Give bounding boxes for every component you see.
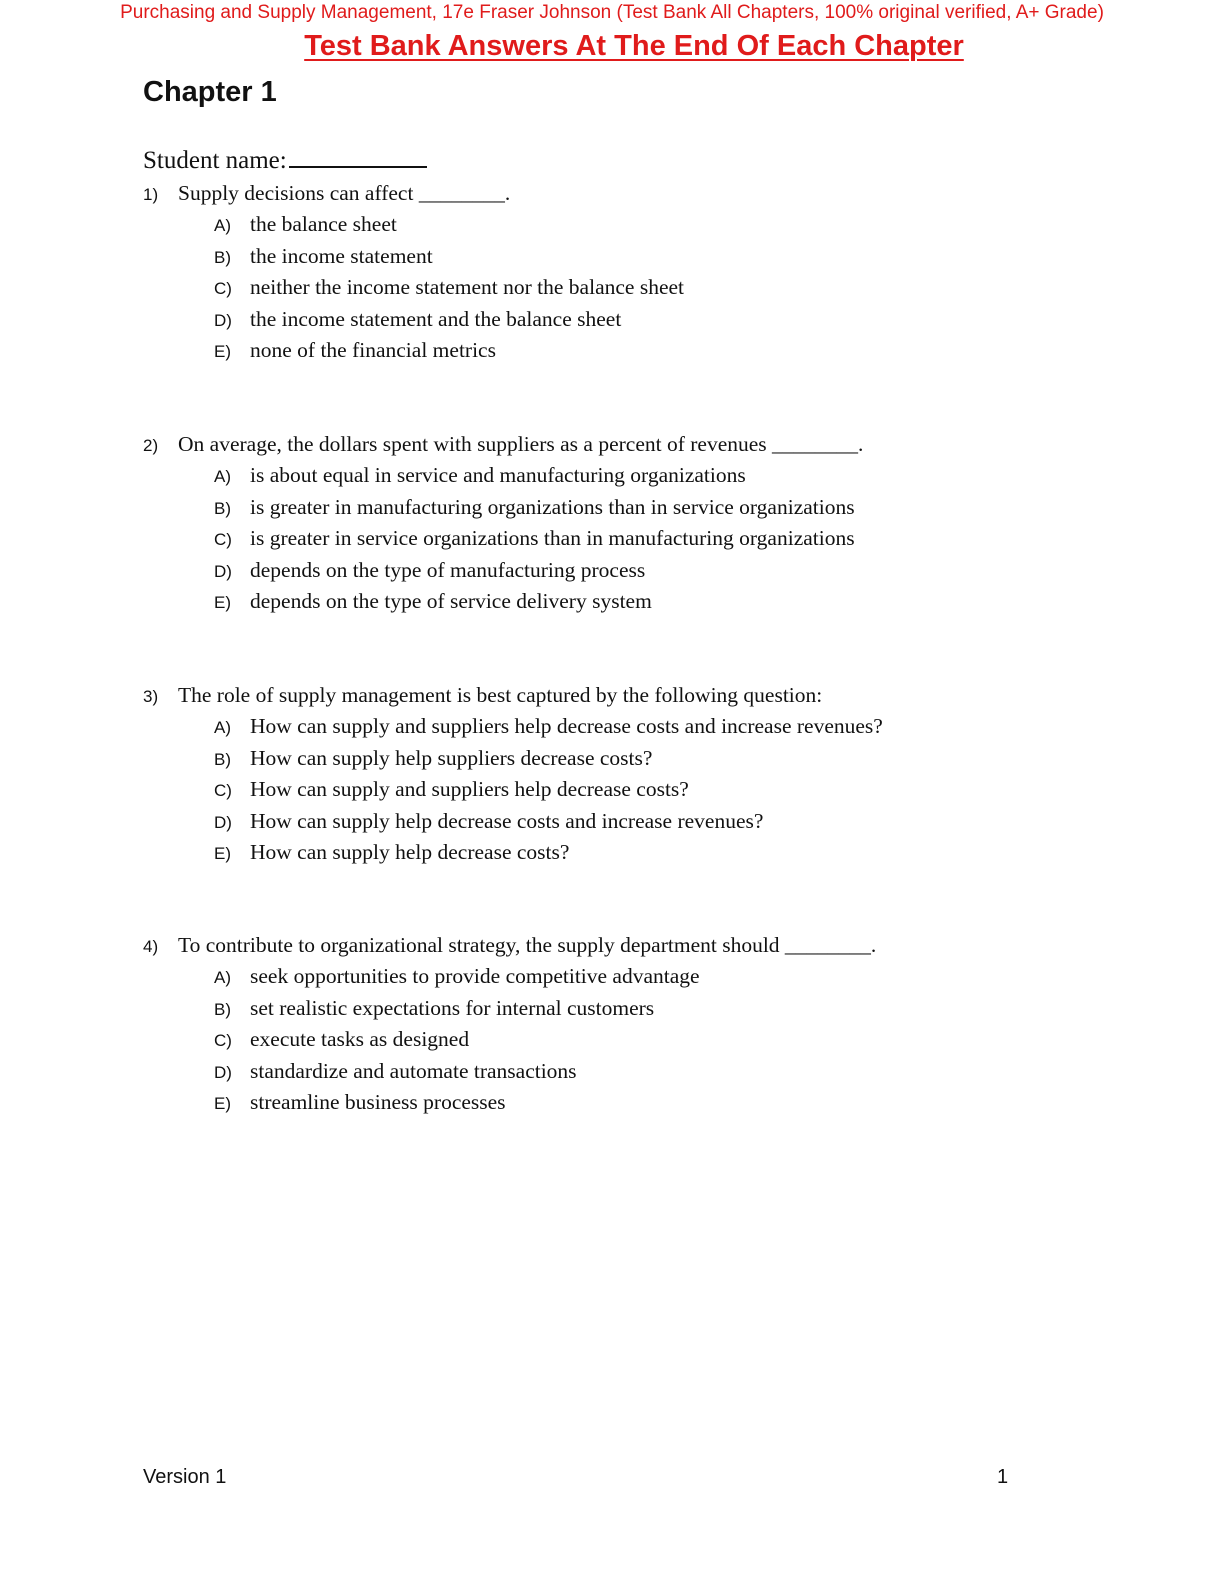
answer-option [143,241,1043,273]
answer-option [143,586,1043,618]
option-text: streamline business processes [250,1090,506,1114]
option-letter: D) [214,812,232,832]
answer-option [143,743,1043,775]
option-text: How can supply help decrease costs and increase revenues? [250,808,764,833]
question-3 [143,680,1043,869]
option-letter: B) [214,749,231,769]
option-text: seek opportunities to provide competitive advantage [250,964,700,988]
option-letter: E) [214,1094,231,1113]
student-name-label: Student name: [143,147,287,174]
question-number: 1) [143,185,159,204]
option-letter: E) [214,593,231,612]
answer-option [143,806,1043,838]
option-letter: C) [214,279,232,298]
question-stem [143,680,1043,711]
option-letter: C) [214,781,232,800]
option-text: depends on the type of service delivery system [250,589,652,613]
option-letter: E) [214,844,231,863]
answer-option [143,272,1043,304]
option-text: depends on the type of manufacturing process [250,557,646,582]
option-letter: A) [214,216,231,235]
answer-option [143,304,1043,336]
answer-option [143,1087,1043,1119]
student-name-line [143,144,427,175]
chapter-title: Chapter 1 [143,76,277,108]
option-letter: A) [214,718,231,737]
header-subtitle: Test Bank Answers At The End Of Each Chapter [304,30,964,62]
footer-page-number: 1 [997,1466,1009,1488]
answer-option [143,961,1043,993]
option-text: execute tasks as designed [250,1027,470,1051]
option-letter: B) [214,999,231,1019]
question-text: To contribute to organizational strategy, the supply department should ________. [178,933,877,957]
answer-option [143,492,1043,524]
option-letter: C) [214,530,232,549]
answer-option [143,209,1043,241]
question-stem [143,429,1043,460]
question-number: 2) [143,436,159,455]
answer-option [143,711,1043,743]
option-text: How can supply help decrease costs? [250,840,570,864]
question-1 [143,178,1043,367]
question-number: 3) [143,687,159,706]
option-text: is greater in service organizations than in manufacturing organizations [250,526,855,550]
header-banner: Purchasing and Supply Management, 17e Fraser Johnson (Test Bank All Chapters, 100% original verified, A+ Grade) [120,2,1104,23]
student-name-blank [289,144,427,168]
option-text: set realistic expectations for internal customers [250,995,655,1020]
option-text: is greater in manufacturing organizations than in service organizations [250,494,855,519]
answer-option [143,460,1043,492]
question-text: The role of supply management is best captured by the following question: [178,683,823,707]
option-text: standardize and automate transactions [250,1058,577,1083]
option-letter: E) [214,342,231,361]
option-text: How can supply and suppliers help decrease costs and increase revenues? [250,714,883,738]
footer-version: Version 1 [143,1466,227,1488]
option-letter: D) [214,561,232,581]
answer-option [143,555,1043,587]
answer-option [143,523,1043,555]
option-text: How can supply help suppliers decrease costs? [250,745,653,770]
question-2 [143,429,1043,618]
answer-option [143,1024,1043,1056]
option-letter: C) [214,1031,232,1050]
answer-option [143,335,1043,367]
question-text: Supply decisions can affect ________. [178,181,511,205]
option-text: neither the income statement nor the balance sheet [250,275,684,299]
question-text: On average, the dollars spent with suppliers as a percent of revenues ________. [178,432,864,456]
option-text: the income statement [250,243,433,268]
option-text: is about equal in service and manufacturing organizations [250,463,746,487]
option-letter: D) [214,1062,232,1082]
option-text: the income statement and the balance sheet [250,306,622,331]
option-letter: B) [214,498,231,518]
option-text: How can supply and suppliers help decrease costs? [250,777,689,801]
question-4 [143,930,1043,1119]
answer-option [143,1056,1043,1088]
option-letter: A) [214,467,231,486]
option-letter: D) [214,310,232,330]
answer-option [143,993,1043,1025]
option-text: the balance sheet [250,212,397,236]
question-stem [143,178,1043,209]
option-letter: B) [214,247,231,267]
question-number: 4) [143,937,159,956]
option-text: none of the financial metrics [250,338,496,362]
option-letter: A) [214,968,231,987]
answer-option [143,774,1043,806]
answer-option [143,837,1043,869]
question-stem [143,930,1043,961]
